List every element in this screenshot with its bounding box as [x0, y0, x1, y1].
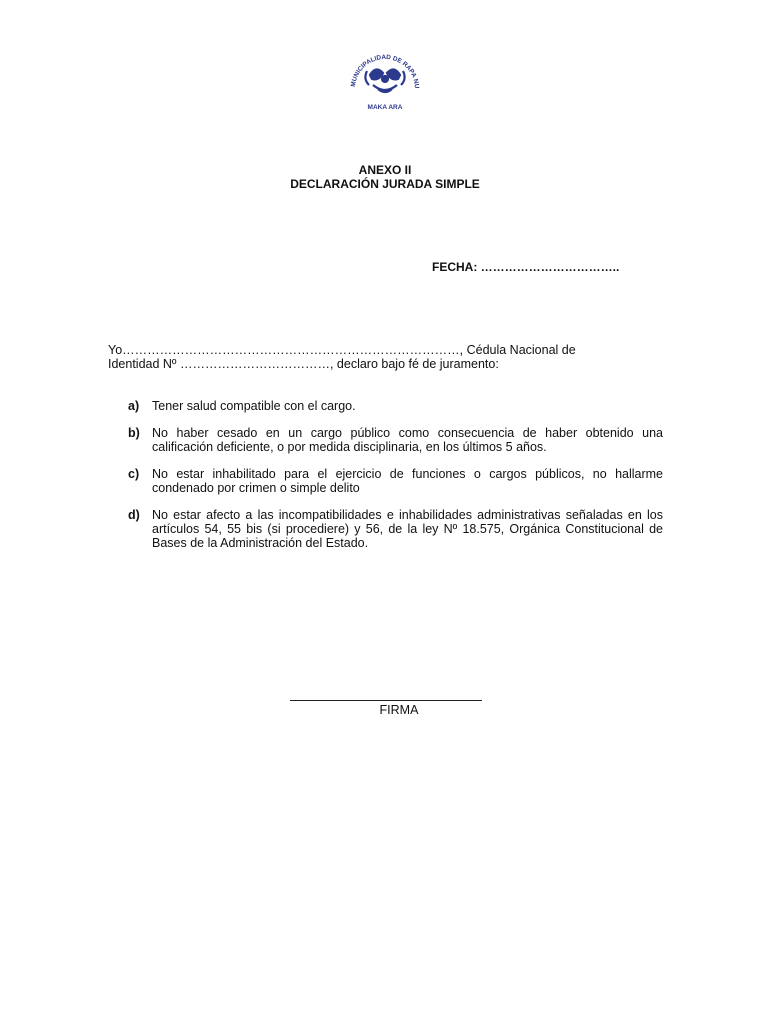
item-text: No estar inhabilitado para el ejercicio de funciones o cargos públicos, no hallarme condenado por crimen o simple delito [152, 467, 663, 495]
svg-text:MUNICIPALIDAD DE RAPA NUI: MUNICIPALIDAD DE RAPA NU [350, 53, 421, 89]
date-field[interactable] [432, 260, 619, 274]
municipality-seal-logo [343, 45, 427, 117]
list-item [128, 467, 663, 495]
svg-text:MAKA ARA: MAKA ARA [367, 104, 403, 111]
item-text: No haber cesado en un cargo público como consecuencia de haber obtenido una calificación deficiente, o por medida disciplinaria, en los últimos 5 años. [152, 426, 663, 454]
signature-line[interactable] [290, 700, 482, 701]
annex-title: ANEXO II [358, 163, 412, 177]
item-marker: c) [128, 467, 140, 481]
declaration-line-1: Yo………………………………………………………………………, Cédula Nacional de [108, 343, 576, 357]
declaration-title: DECLARACIÓN JURADA SIMPLE [290, 177, 480, 191]
item-marker: b) [128, 426, 140, 440]
item-text: No estar afecto a las incompatibilidades e inhabilidades administrativas señaladas en los artículos 54, 55 bis (si procediere) y 56, de la ley Nº 18.575, Orgánica Constitucional de Bases de la Administración del Estado. [152, 508, 663, 550]
list-item [128, 508, 663, 550]
item-marker: a) [128, 399, 140, 413]
document-title-block [0, 163, 770, 191]
signature-label: FIRMA [379, 703, 419, 717]
declaration-line-2: Identidad Nº ………………………………, declaro bajo fé de juramento: [108, 357, 499, 371]
item-text: Tener salud compatible con el cargo. [152, 399, 356, 413]
list-item [128, 399, 663, 413]
date-label: FECHA: …………………………….. [432, 260, 620, 274]
declaration-paragraph [108, 343, 628, 371]
declaration-items-list [128, 399, 663, 563]
item-marker: d) [128, 508, 140, 522]
list-item [128, 426, 663, 454]
